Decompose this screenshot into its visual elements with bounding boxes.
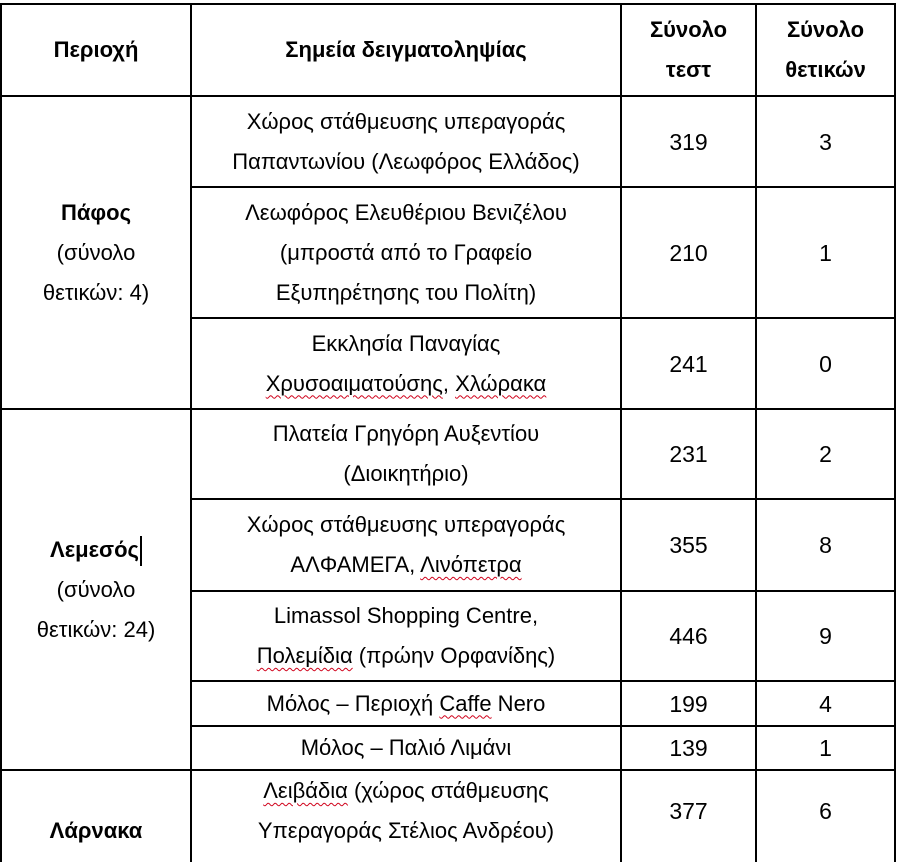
table-row xyxy=(1,770,895,862)
positives-cell: 8 xyxy=(756,499,895,591)
region-sub-line1: (σύνολο xyxy=(56,239,136,265)
region-sub-line1: (σύνολο xyxy=(56,576,136,602)
tests-cell: 139 xyxy=(621,726,756,770)
sampling-point-cell xyxy=(191,591,621,681)
positives-cell: 0 xyxy=(756,318,895,409)
positives-cell: 2 xyxy=(756,409,895,499)
table-row xyxy=(1,409,895,499)
spellcheck-word: Χρυσοαιματούσης xyxy=(265,370,443,396)
point-line: (μπροστά από το Γραφείο xyxy=(279,239,533,265)
header-row xyxy=(1,4,895,96)
point-line: Εκκλησία Παναγίας xyxy=(311,330,501,356)
tests-cell: 231 xyxy=(621,409,756,499)
point-line: Πλατεία Γρηγόρη Αυξεντίου xyxy=(272,421,540,446)
tests-cell: 319 xyxy=(621,96,756,187)
positives-cell xyxy=(756,770,895,862)
testing-table xyxy=(0,3,896,862)
point-line xyxy=(196,771,616,811)
header-total-positives xyxy=(756,4,895,96)
region-cell-paphos xyxy=(1,96,191,409)
positives-cell: 3 xyxy=(756,96,895,187)
spellcheck-word: Λινόπετρα xyxy=(420,552,522,577)
point-line: Χώρος στάθμευσης υπεραγοράς xyxy=(246,108,566,134)
tests-cell: 355 xyxy=(621,499,756,591)
tests-cell: 199 xyxy=(621,681,756,726)
region-name-line xyxy=(6,530,186,570)
positives-cell: 1 xyxy=(756,187,895,318)
header-sampling-points: Σημεία δειγματοληψίας xyxy=(191,4,621,96)
region-cell-larnaca xyxy=(1,770,191,862)
point-line xyxy=(196,364,616,404)
header-region: Περιοχή xyxy=(1,4,191,96)
spellcheck-word: Πολεμίδια xyxy=(256,643,353,668)
header-total-tests-line1: Σύνολο xyxy=(649,17,728,42)
spellcheck-word: Caffe xyxy=(439,690,492,716)
spellcheck-word: Λειβάδια xyxy=(263,778,348,803)
text-fragment: , xyxy=(442,370,456,396)
sampling-point-cell xyxy=(191,499,621,591)
sampling-point-cell xyxy=(191,681,621,726)
tests-cell xyxy=(621,770,756,862)
region-cell-limassol xyxy=(1,409,191,770)
sampling-point-cell xyxy=(191,770,621,862)
spellcheck-word: Χλώρακα xyxy=(455,370,547,396)
header-total-positives-line1: Σύνολο xyxy=(786,17,865,42)
point-line xyxy=(196,636,616,676)
sampling-point-cell xyxy=(191,409,621,499)
region-sub-line2: θετικών: 24) xyxy=(36,616,156,642)
region-name: Λεμεσός xyxy=(50,536,139,562)
positives-cell: 4 xyxy=(756,681,895,726)
text-fragment: Nero xyxy=(491,690,546,716)
text-fragment: (χώρος στάθμευσης xyxy=(347,778,549,803)
text-fragment: (πρώην Ορφανίδης) xyxy=(352,643,556,668)
text-cursor xyxy=(140,536,142,566)
point-line xyxy=(196,545,616,585)
positives-cell: 1 xyxy=(756,726,895,770)
tests-cell: 241 xyxy=(621,318,756,409)
sampling-point-cell xyxy=(191,318,621,409)
table-row xyxy=(1,96,895,187)
text-fragment: Μόλος – Περιοχή xyxy=(266,690,440,716)
header-total-tests xyxy=(621,4,756,96)
point-line: Λεωφόρος Ελευθέριου Βενιζέλου xyxy=(245,199,567,225)
sampling-point-cell xyxy=(191,187,621,318)
positives-value: 6 xyxy=(819,798,832,824)
region-name: Λάρνακα xyxy=(49,818,143,843)
point-line: Παπαντωνίου (Λεωφόρος Ελλάδος) xyxy=(232,148,580,174)
point-line: Χώρος στάθμευσης υπεραγοράς xyxy=(246,512,566,537)
tests-value: 377 xyxy=(669,798,708,824)
sampling-point-cell: Μόλος – Παλιό Λιμάνι xyxy=(191,726,621,770)
tests-cell: 446 xyxy=(621,591,756,681)
region-name: Πάφος xyxy=(60,199,132,225)
header-total-tests-line2: τεστ xyxy=(665,57,712,82)
point-line: Εξυπηρέτησης του Πολίτη) xyxy=(275,279,537,305)
sampling-point-cell xyxy=(191,96,621,187)
positives-cell: 9 xyxy=(756,591,895,681)
point-line: Limassol Shopping Centre, xyxy=(273,603,539,628)
text-fragment: ΑΛΦΑΜΕΓΑ, xyxy=(290,552,421,577)
point-line: (Διοικητήριο) xyxy=(343,461,469,486)
point-line: Υπεραγοράς Στέλιος Ανδρέου) xyxy=(257,818,555,843)
tests-cell: 210 xyxy=(621,187,756,318)
header-total-positives-line2: θετικών xyxy=(785,57,866,82)
region-sub-line2: θετικών: 4) xyxy=(42,279,150,305)
